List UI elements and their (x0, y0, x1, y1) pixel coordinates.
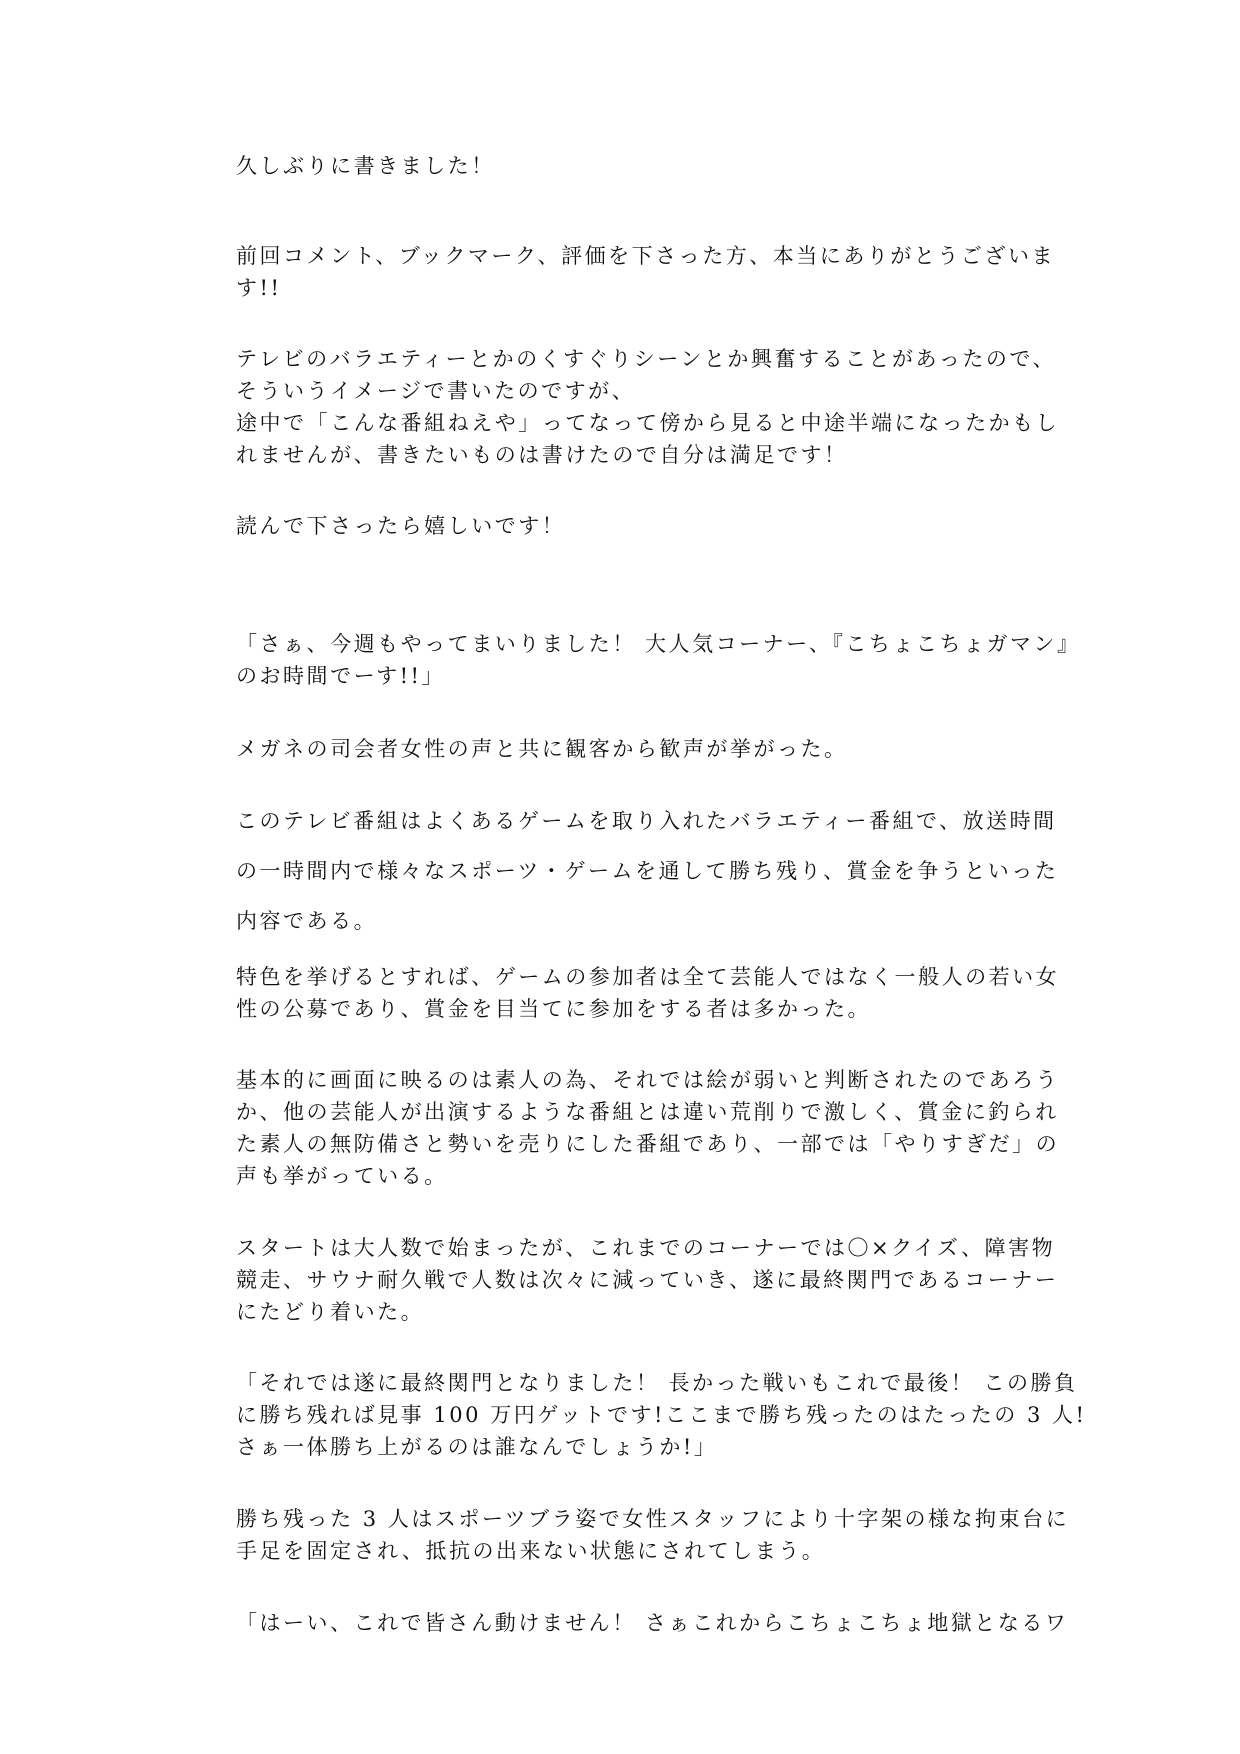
paragraph-7: このテレビ番組はよくあるゲームを取り入れたバラエティー番組で、放送時間 の一時間内で様々なスポーツ・ゲームを通して勝ち残り、賞金を争うといった 内容である。 (236, 809, 1059, 933)
paragraph-12: 勝ち残った 3 人はスポーツブラ姿で女性スタッフにより十字架の様な拘束台に 手足を固定され、抵抗の出来ない状態にされてしまう。 (236, 1507, 1070, 1563)
paragraph-1: 久しぶりに書きました！ (236, 154, 495, 178)
paragraph-4: 読んで下さったら嬉しいです！ (236, 514, 566, 538)
paragraph-10: スタートは大人数で始まったが、これまでのコーナーでは〇×クイズ、障害物 競走、サウナ耐久戦で人数は次々に減っていき、遂に最終関門であるコーナー にたどり着いた。 (236, 1236, 1059, 1324)
paragraph-2: 前回コメント、ブックマーク、評価を下さった方、本当にありがとうございま す!! (236, 244, 1055, 300)
paragraph-13: 「はーい、これで皆さん動けません！ さぁこれからこちょこちょ地獄となるワ (236, 1611, 1069, 1635)
paragraph-5: 「さぁ、今週もやってまいりました！ 大人気コーナー、『こちょこちょガマン』 のお時間でーす!!」 (236, 632, 1081, 688)
paragraph-9: 基本的に画面に映るのは素人の為、それでは絵が弱いと判断されたのであろう か、他の芸能人が出演するような番組とは違い荒削りで激しく、賞金に釣られ た素人の無防備さと勢いを売りにした番組であり、一部では「やりすぎだ」の 声も挙がっている。 (236, 1068, 1060, 1188)
paragraph-11: 「それでは遂に最終関門となりました！ 長かった戦いもこれで最後！ この勝負 に勝ち残れば見事 100 万円ゲットです!ここまで勝ち残ったのはたったの 3 人! さぁ一体勝ち上がるのは誰なんでしょうか!」 (236, 1371, 1087, 1459)
paragraph-3: テレビのバラエティーとかのくすぐりシーンとか興奮することがあったので、 そういうイメージで書いたのですが、 途中で「こんな番組ねえや」ってなって傍から見ると中途半端になったかもし れませんが、書きたいものは書けたので自分は満足です！ (236, 347, 1060, 467)
paragraph-6: メガネの司会者女性の声と共に観客から歓声が挙がった。 (236, 737, 848, 761)
paragraph-8: 特色を挙げるとすれば、ゲームの参加者は全て芸能人ではなく一般人の若い女 性の公募であり、賞金を目当てに参加をする者は多かった。 (236, 965, 1060, 1021)
